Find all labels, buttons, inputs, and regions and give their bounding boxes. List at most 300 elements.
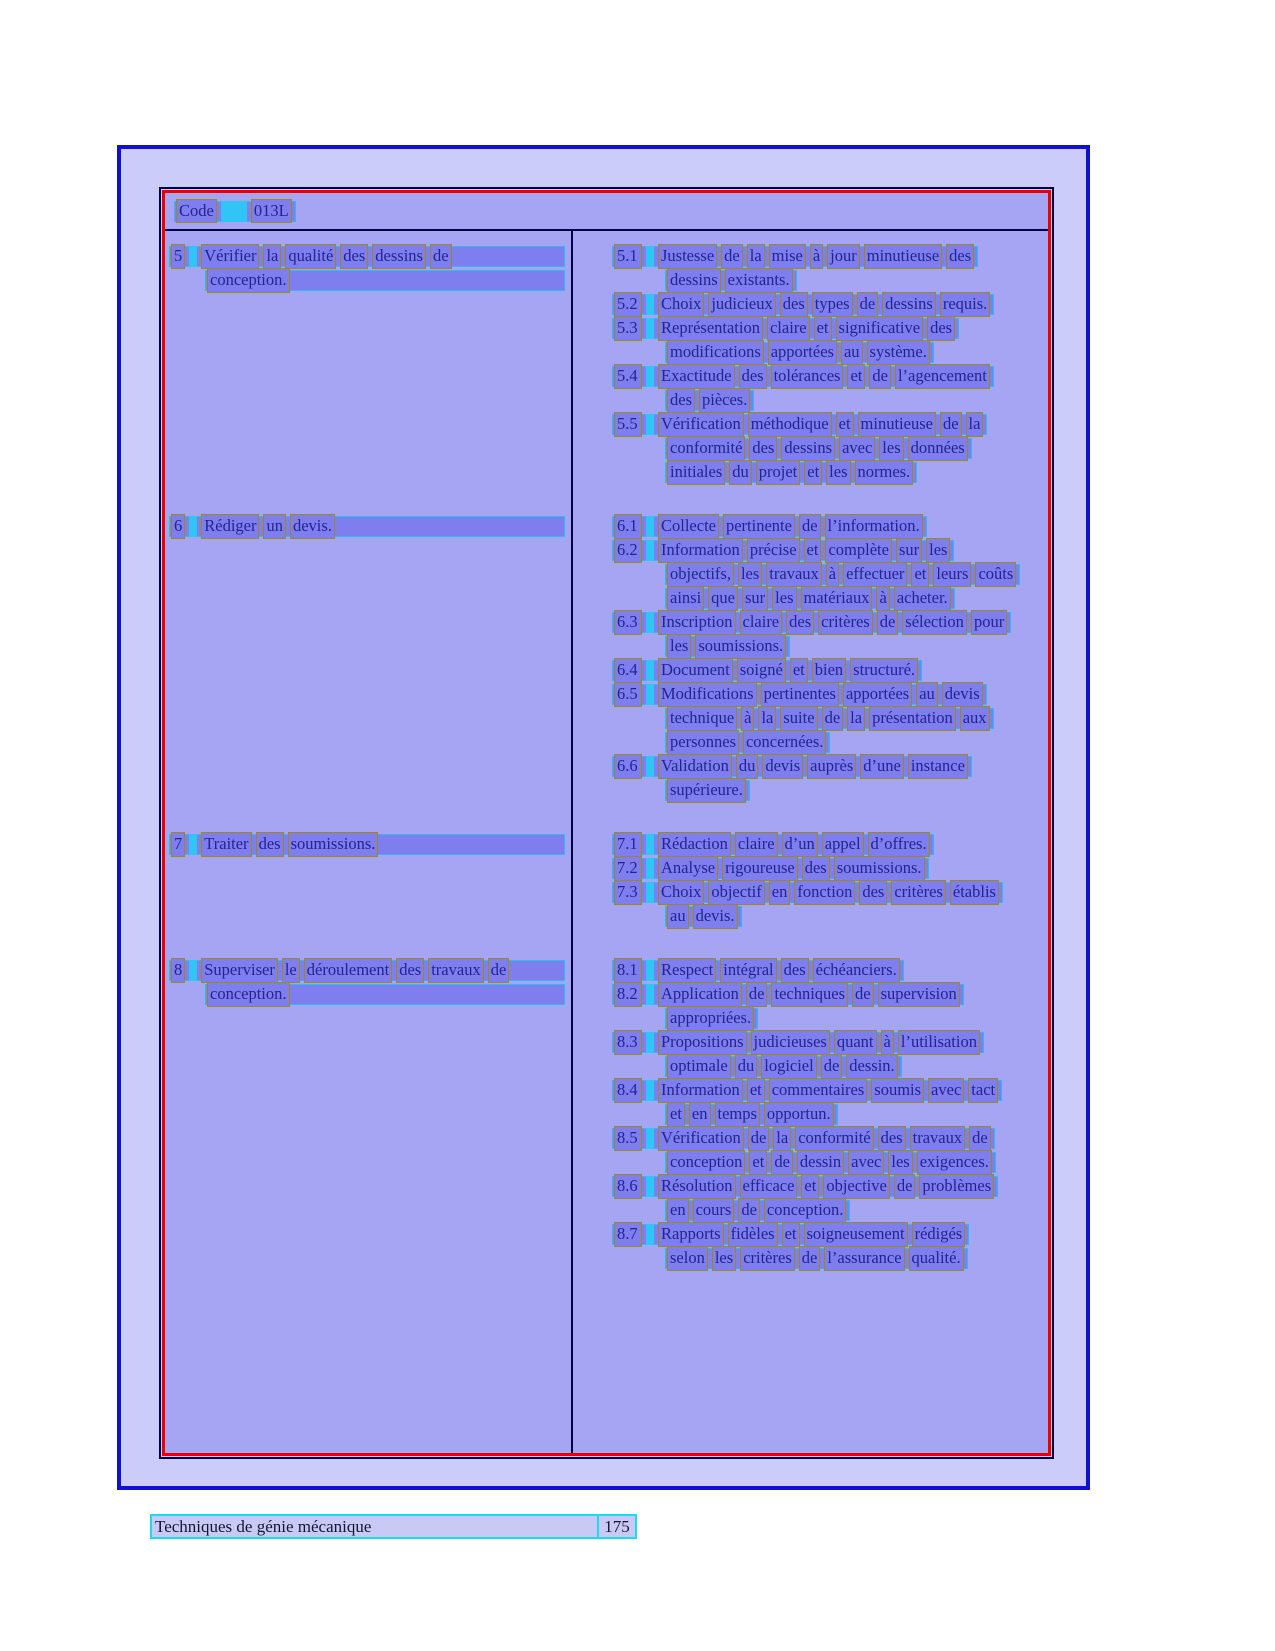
word: matériaux <box>801 586 873 611</box>
word: des <box>340 244 368 269</box>
text-line <box>665 1008 758 1029</box>
text-line <box>612 660 922 681</box>
word: Exactitude <box>658 364 735 389</box>
word: soigneusement <box>804 1222 908 1247</box>
word: soigné <box>737 658 786 683</box>
word: l’information. <box>825 514 923 539</box>
word: de <box>940 412 962 437</box>
word: de <box>894 1174 916 1199</box>
word: Choix <box>658 880 704 905</box>
word: structuré. <box>850 658 918 683</box>
word: conception. <box>207 268 290 293</box>
word: de <box>877 610 899 635</box>
word-gap <box>646 858 654 879</box>
text-line <box>665 1104 838 1125</box>
word: soumissions. <box>288 832 379 857</box>
word: Analyse <box>658 856 718 881</box>
criteria-cell <box>571 831 1048 930</box>
word: intégral <box>720 958 776 983</box>
word: en <box>667 1198 689 1223</box>
word: et <box>814 316 832 341</box>
word: des <box>802 856 830 881</box>
text-line <box>612 366 994 387</box>
word: aux <box>960 706 990 731</box>
word: déroulement <box>304 958 392 983</box>
text-line <box>665 270 797 291</box>
code-value: 013L <box>251 199 292 224</box>
word: de <box>488 958 510 983</box>
word: projet <box>756 460 801 485</box>
word: et <box>790 658 808 683</box>
word: tolérances <box>771 364 844 389</box>
word: 8.5 <box>614 1126 642 1151</box>
word: leurs <box>933 562 971 587</box>
text-line <box>665 1152 996 1173</box>
word: Justesse <box>658 244 717 269</box>
word: conception <box>667 1150 745 1175</box>
word: devis. <box>693 904 738 929</box>
word: données <box>908 436 968 461</box>
word: dessins <box>882 292 936 317</box>
word: claire <box>740 610 783 635</box>
word-gap <box>646 960 654 981</box>
word: de <box>799 514 821 539</box>
text-line <box>665 390 754 411</box>
word: objectif <box>708 880 764 905</box>
word: 8.6 <box>614 1174 642 1199</box>
footer-title: Techniques de génie mécanique <box>155 1516 372 1536</box>
word: apportées <box>768 340 837 365</box>
word: cours <box>693 1198 735 1223</box>
word: de <box>746 982 768 1007</box>
word: dessin. <box>846 1054 897 1079</box>
word: présentation <box>869 706 956 731</box>
word: pertinente <box>723 514 795 539</box>
word-gap <box>646 984 654 1005</box>
word: des <box>781 958 809 983</box>
word: 7.3 <box>614 880 642 905</box>
page-footer <box>150 1514 637 1539</box>
word: Vérifier <box>201 244 259 269</box>
word: 8 <box>171 958 185 983</box>
word: à <box>881 1030 894 1055</box>
word: précise <box>747 538 800 563</box>
text-line <box>205 270 565 291</box>
text-line <box>612 414 987 435</box>
word: Rédiger <box>201 514 259 539</box>
word: instance <box>908 754 968 779</box>
word: dessins <box>781 436 835 461</box>
word: et <box>749 1150 767 1175</box>
word: soumis <box>871 1078 924 1103</box>
word: acheter. <box>894 586 951 611</box>
word: l’utilisation <box>898 1030 980 1055</box>
text-line <box>612 246 978 267</box>
word: 6.1 <box>614 514 642 539</box>
text-line <box>612 1128 995 1149</box>
word: dessins <box>667 268 721 293</box>
word: de <box>969 1126 991 1151</box>
word-gap <box>646 318 654 339</box>
word: dessin <box>797 1150 844 1175</box>
word: Résolution <box>658 1174 736 1199</box>
text-line <box>612 1176 998 1197</box>
text-line <box>665 462 917 483</box>
word: avec <box>848 1150 884 1175</box>
word: de <box>748 1126 770 1151</box>
word: soumissions. <box>834 856 925 881</box>
criterion-item <box>612 318 1048 363</box>
competency-cell <box>165 243 571 486</box>
word: de <box>852 982 874 1007</box>
criterion-item <box>612 1224 1048 1269</box>
word-gap <box>646 612 654 633</box>
word: devis <box>942 682 983 707</box>
word: et <box>667 1102 685 1127</box>
word: d’un <box>782 832 818 857</box>
word: la <box>966 412 984 437</box>
word: significative <box>836 316 924 341</box>
column-divider <box>571 231 573 1453</box>
text-line <box>665 438 972 459</box>
word: la <box>758 706 776 731</box>
text-line <box>612 684 987 705</box>
word: conformité <box>795 1126 873 1151</box>
word: les <box>738 562 762 587</box>
word: suite <box>780 706 817 731</box>
word: problèmes <box>919 1174 994 1199</box>
word: conception. <box>207 982 290 1007</box>
word: 5.5 <box>614 412 642 437</box>
word: commentaires <box>769 1078 868 1103</box>
word: établis <box>950 880 999 905</box>
text-line <box>665 732 830 753</box>
word-gap <box>646 756 654 777</box>
text-line <box>665 906 742 927</box>
word: avec <box>839 436 875 461</box>
word: en <box>689 1102 711 1127</box>
word: claire <box>767 316 810 341</box>
word-gap <box>189 246 197 267</box>
word: les <box>826 460 850 485</box>
word: exigences. <box>917 1150 992 1175</box>
word: du <box>736 754 759 779</box>
word: Choix <box>658 292 704 317</box>
word: un <box>263 514 286 539</box>
text-line <box>665 588 955 609</box>
word: initiales <box>667 460 725 485</box>
word: minutieuse <box>858 412 936 437</box>
word: la <box>847 706 865 731</box>
word: et <box>847 364 865 389</box>
word: les <box>667 634 691 659</box>
word: que <box>708 586 738 611</box>
word-gap <box>646 684 654 705</box>
competency-cell <box>165 513 571 804</box>
word: apportées <box>843 682 912 707</box>
word: dessins <box>372 244 426 269</box>
word: personnes <box>667 730 739 755</box>
word: et <box>782 1222 800 1247</box>
word: 6.4 <box>614 658 642 683</box>
text-line <box>665 1056 902 1077</box>
competency-row <box>165 243 1048 486</box>
word: quant <box>834 1030 877 1055</box>
word-gap <box>646 540 654 561</box>
word: Superviser <box>201 958 278 983</box>
word: l’assurance <box>824 1246 904 1271</box>
text-line <box>612 984 964 1005</box>
word: avec <box>928 1078 964 1103</box>
word-gap <box>646 414 654 435</box>
word: conception. <box>764 1198 847 1223</box>
criteria-cell <box>571 957 1048 1272</box>
text-line <box>612 882 1003 903</box>
criterion-item <box>612 366 1048 411</box>
word: critères <box>891 880 946 905</box>
word: de <box>721 244 743 269</box>
word: méthodique <box>748 412 832 437</box>
word: pièces. <box>699 388 750 413</box>
word-gap <box>646 660 654 681</box>
text-line <box>612 834 934 855</box>
text-line <box>169 834 565 855</box>
word: pour <box>971 610 1007 635</box>
word: 6 <box>171 514 185 539</box>
word: tact <box>968 1078 998 1103</box>
word: au <box>916 682 938 707</box>
word: 5.3 <box>614 316 642 341</box>
text-line <box>205 984 565 1005</box>
word: opportun. <box>764 1102 834 1127</box>
word: Respect <box>658 958 716 983</box>
word: pertinentes <box>761 682 839 707</box>
word: mise <box>769 244 806 269</box>
word: 5.1 <box>614 244 642 269</box>
word: des <box>739 364 767 389</box>
word: effectuer <box>843 562 907 587</box>
text-line <box>665 636 790 657</box>
word: et <box>747 1078 765 1103</box>
text-line <box>612 1224 969 1245</box>
text-line <box>612 516 927 537</box>
word: logiciel <box>761 1054 816 1079</box>
word: Inscription <box>658 610 736 635</box>
word: 8.3 <box>614 1030 642 1055</box>
word: existants. <box>725 268 793 293</box>
word: devis <box>762 754 803 779</box>
criterion-item <box>612 1176 1048 1221</box>
word: travaux <box>910 1126 965 1151</box>
table-body <box>165 231 1048 1453</box>
word: de <box>799 1246 821 1271</box>
word: Information <box>658 538 743 563</box>
word: Traiter <box>201 832 251 857</box>
word: jour <box>827 244 860 269</box>
text-line <box>612 1080 1002 1101</box>
word-gap <box>646 366 654 387</box>
word: soumissions. <box>695 634 786 659</box>
text-line <box>612 1032 984 1053</box>
word: objectifs, <box>667 562 734 587</box>
word-gap <box>221 201 247 222</box>
word: des <box>780 292 808 317</box>
word: 7 <box>171 832 185 857</box>
word: 5.2 <box>614 292 642 317</box>
word: les <box>926 538 950 563</box>
word: de <box>857 292 879 317</box>
word-gap <box>189 834 197 855</box>
word: au <box>667 904 689 929</box>
word: de <box>738 1198 760 1223</box>
word: sélection <box>902 610 967 635</box>
code-label: Code <box>176 199 217 224</box>
word: supervision <box>878 982 960 1007</box>
word: efficace <box>740 1174 798 1199</box>
word: des <box>859 880 887 905</box>
word-gap <box>646 246 654 267</box>
word: 5 <box>171 244 185 269</box>
word-gap <box>646 1080 654 1101</box>
word: travaux <box>428 958 483 983</box>
word: rédigés <box>912 1222 966 1247</box>
word: appel <box>822 832 864 857</box>
word: 6.3 <box>614 610 642 635</box>
text-line <box>665 342 934 363</box>
word: modifications <box>667 340 764 365</box>
word: qualité. <box>909 1246 964 1271</box>
word-gap <box>646 1224 654 1245</box>
word: claire <box>735 832 778 857</box>
word: travaux <box>766 562 821 587</box>
word: 8.4 <box>614 1078 642 1103</box>
word: judicieux <box>708 292 775 317</box>
word: normes. <box>855 460 914 485</box>
word-gap <box>646 1176 654 1197</box>
word: bien <box>812 658 846 683</box>
word: temps <box>715 1102 760 1127</box>
text-line <box>665 1200 850 1221</box>
word: des <box>786 610 814 635</box>
criterion-item <box>612 660 1048 681</box>
word: des <box>396 958 424 983</box>
competency-cell <box>165 957 571 1272</box>
word: Collecte <box>658 514 719 539</box>
criterion-item <box>612 540 1048 609</box>
word: de <box>430 244 452 269</box>
criterion-item <box>612 1032 1048 1077</box>
word: la <box>263 244 281 269</box>
word: 6.5 <box>614 682 642 707</box>
word: Application <box>658 982 742 1007</box>
criterion-item <box>612 414 1048 483</box>
word: et <box>801 1174 819 1199</box>
word: qualité <box>285 244 336 269</box>
document-page <box>117 145 1090 1490</box>
word: au <box>841 340 863 365</box>
competency-cell <box>165 831 571 930</box>
criterion-item <box>612 960 1048 981</box>
word: 6.2 <box>614 538 642 563</box>
text-line <box>169 960 565 981</box>
criterion-item <box>612 612 1048 657</box>
word: de <box>869 364 891 389</box>
code-header-row <box>165 193 1048 231</box>
word: selon <box>667 1246 708 1271</box>
criterion-item <box>612 516 1048 537</box>
word-gap <box>189 516 197 537</box>
criterion-item <box>612 834 1048 855</box>
word: Représentation <box>658 316 763 341</box>
word: les <box>712 1246 736 1271</box>
word: auprès <box>807 754 856 779</box>
word: le <box>282 958 300 983</box>
word: des <box>749 436 777 461</box>
footer-page-number: 175 <box>597 1516 635 1537</box>
text-line <box>665 708 994 729</box>
criterion-item <box>612 684 1048 753</box>
text-line <box>665 780 750 801</box>
word: d’offres. <box>868 832 930 857</box>
word: de <box>821 1054 843 1079</box>
competency-table <box>159 187 1054 1459</box>
word: 8.2 <box>614 982 642 1007</box>
word: complète <box>825 538 891 563</box>
text-line <box>612 756 972 777</box>
word: devis. <box>290 514 335 539</box>
word: de <box>771 1150 793 1175</box>
word: à <box>876 586 889 611</box>
word: les <box>879 436 903 461</box>
competency-row <box>165 957 1048 1272</box>
word: Propositions <box>658 1030 747 1055</box>
word: des <box>878 1126 906 1151</box>
word: du <box>735 1054 758 1079</box>
word: en <box>769 880 791 905</box>
criteria-cell <box>571 243 1048 486</box>
word: les <box>888 1150 912 1175</box>
text-line <box>665 1248 968 1269</box>
word: types <box>812 292 853 317</box>
criterion-item <box>612 1080 1048 1125</box>
word: Modifications <box>658 682 757 707</box>
word: la <box>747 244 765 269</box>
word: requis. <box>940 292 990 317</box>
word: 8.1 <box>614 958 642 983</box>
word: critères <box>740 1246 795 1271</box>
word: appropriées. <box>667 1006 754 1031</box>
word: coûts <box>975 562 1016 587</box>
word: et <box>911 562 929 587</box>
word: rigoureuse <box>722 856 798 881</box>
text-line <box>169 516 565 537</box>
word: critères <box>818 610 873 635</box>
word: échéanciers. <box>813 958 900 983</box>
word: et <box>804 460 822 485</box>
text-line <box>612 858 929 879</box>
word: Rédaction <box>658 832 731 857</box>
word: l’agencement <box>895 364 990 389</box>
text-line <box>612 960 904 981</box>
word: techniques <box>771 982 848 1007</box>
word: la <box>773 1126 791 1151</box>
word: conformité <box>667 436 745 461</box>
word: concernées. <box>743 730 826 755</box>
criterion-item <box>612 756 1048 801</box>
criterion-item <box>612 882 1048 927</box>
word: d’une <box>860 754 904 779</box>
word: du <box>729 460 752 485</box>
